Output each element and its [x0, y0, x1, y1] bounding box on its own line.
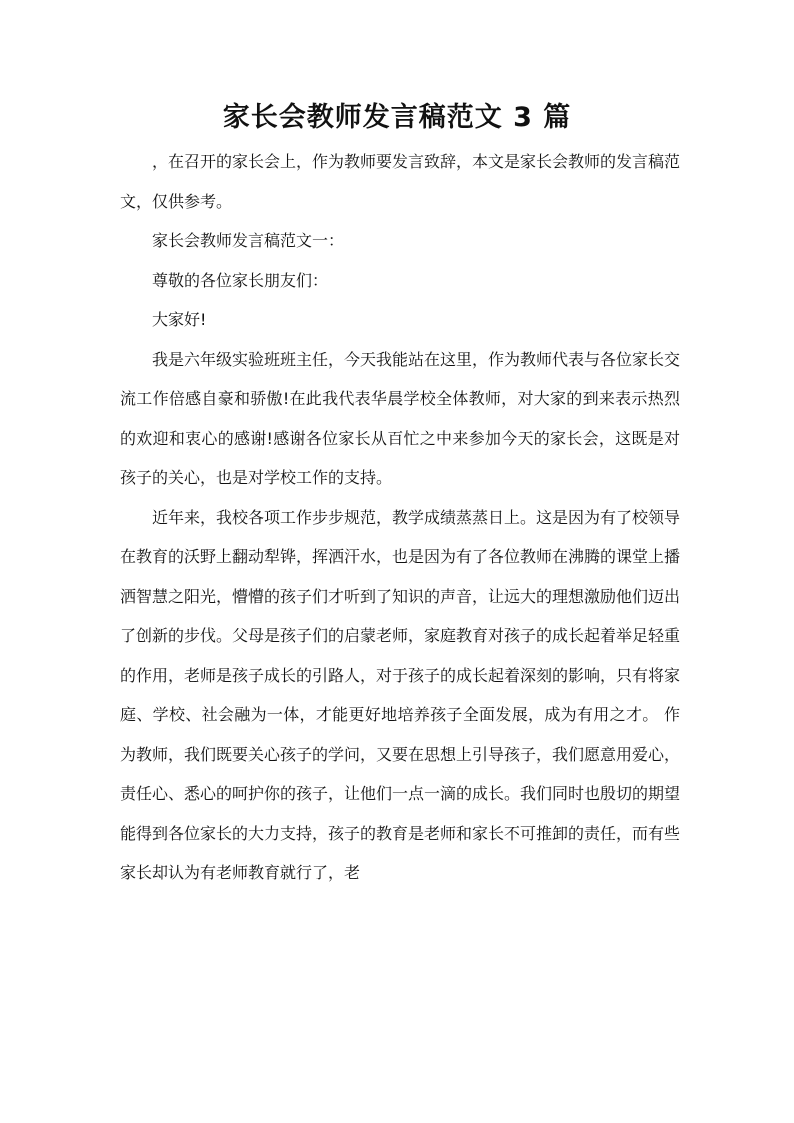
- document-body: [120, 142, 680, 893]
- document-title: 家长会教师发言稿范文 3 篇: [222, 102, 572, 133]
- salutation: 尊敬的各位家长朋友们：: [152, 270, 329, 290]
- body-paragraph: 近年来，我校各项工作步步规范，教学成绩蒸蒸日上。这是因为有了校领导在教育的沃野上翻动犁铧，挥洒汗水，也是因为有了各位教师在沸腾的课堂上播洒智慧之阳光，懵懵的孩子们才听到了知识的声音，让远大的理想激励他们迈出了创新的步伐。父母是孩子们的启蒙老师，家庭教育对孩子的成长起着举足轻重的作用，老师是孩子成长的引路人，对于孩子的成长起着深刻的影响，只有将家庭、学校、社会融为一体，才能更好地培养孩子全面发展，成为有用之才。 作为教师，我们既要关心孩子的学问，又要在思想上引导孩子，我们愿意用爱心，责任心、悉心的呵护你的孩子，让他们一点一滴的成长。我们同时也殷切的期望能得到各位家长的大力支持，孩子的教育是老师和家长不可推卸的责任，而有些家长却认为有老师教育就行了，老: [120, 507, 681, 882]
- greeting: 大家好!: [152, 310, 207, 329]
- intro-paragraph: ，在召开的家长会上，作为教师要发言致辞，本文是家长会教师的发言稿范文，仅供参考。: [120, 152, 681, 211]
- section-heading: 家长会教师发言稿范文一：: [152, 231, 345, 250]
- body-paragraph: 我是六年级实验班班主任，今天我能站在这里，作为教师代表与各位家长交流工作倍感自豪和骄傲!在此我代表华晨学校全体教师，对大家的到来表示热烈的欢迎和衷心的感谢!感谢各位家长从百忙之中来参加今天的家长会，这既是对孩子的关心，也是对学校工作的支持。: [120, 349, 681, 487]
